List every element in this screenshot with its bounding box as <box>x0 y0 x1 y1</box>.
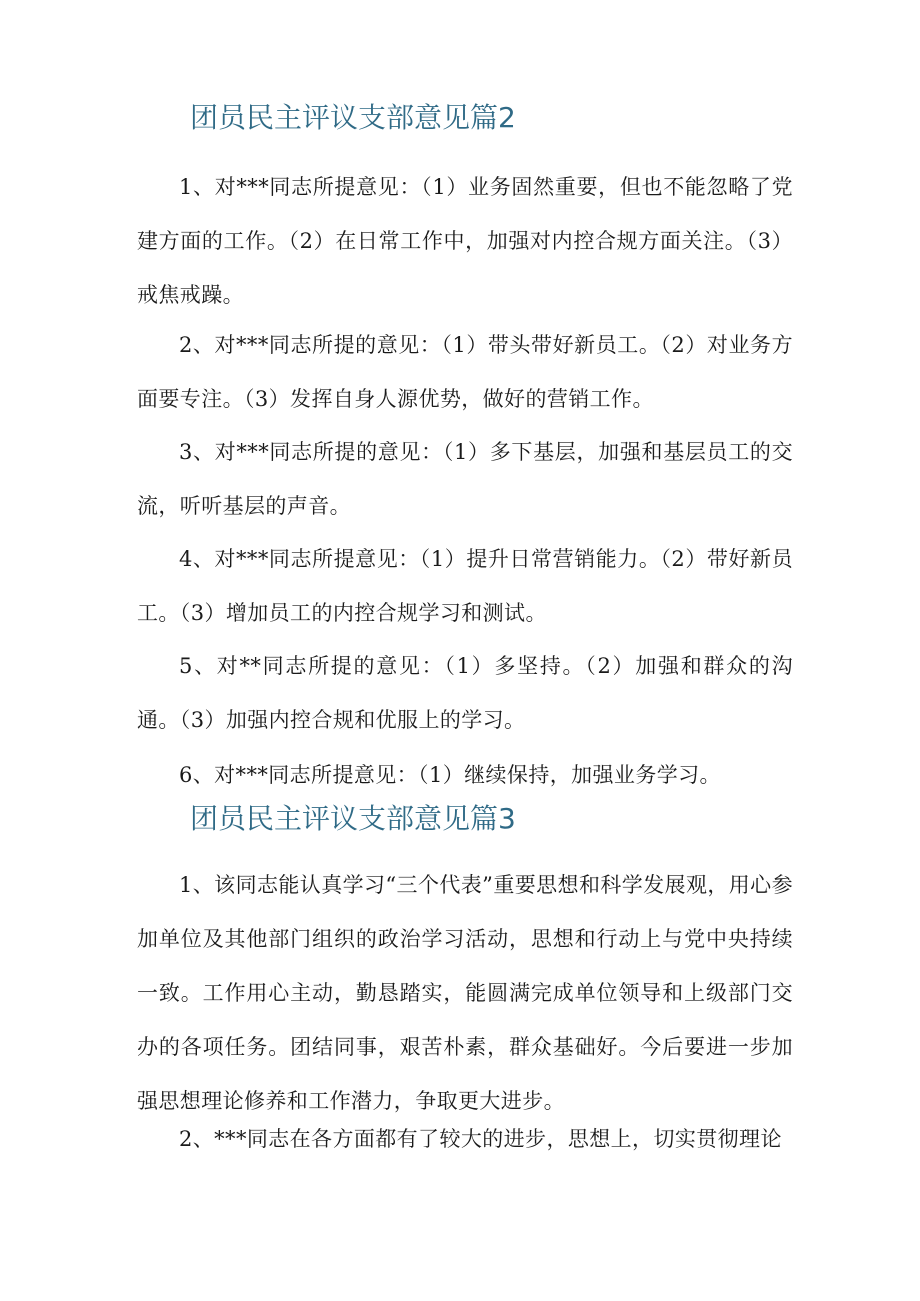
paragraph: 1、对***同志所提意见：（1）业务固然重要，但也不能忽略了党建方面的工作。（2）在日常工作中，加强对内控合规方面关注。（3）戒焦戒躁。 <box>137 175 793 307</box>
paragraph: 5、对**同志所提的意见：（1）多坚持。（2）加强和群众的沟通。（3）加强内控合规和优服上的学习。 <box>137 654 793 732</box>
paragraph: 1、该同志能认真学习“三个代表”重要思想和科学发展观，用心参加单位及其他部门组织的政治学习活动，思想和行动上与党中央持续一致。工作用心主动，勤恳踏实，能圆满完成单位领导和上级部门交办的各项任务。团结同事，艰苦朴素，群众基础好。今后要进一步加强思想理论修养和工作潜力，争取更大进步。 <box>137 873 793 1113</box>
paragraph: 2、***同志在各方面都有了较大的进步，思想上，切实贯彻理论 <box>179 1127 782 1151</box>
section-heading: 团员民主评议支部意见篇2 <box>190 101 516 134</box>
paragraph: 4、对***同志所提意见：（1）提升日常营销能力。（2）带好新员工。（3）增加员工的内控合规学习和测试。 <box>137 547 793 625</box>
paragraph: 6、对***同志所提意见：（1）继续保持，加强业务学习。 <box>179 763 721 787</box>
paragraph: 3、对***同志所提的意见：（1）多下基层，加强和基层员工的交流，听听基层的声音。 <box>137 440 793 518</box>
section-heading: 团员民主评议支部意见篇3 <box>190 802 516 835</box>
paragraph: 2、对***同志所提的意见：（1）带头带好新员工。（2）对业务方面要专注。（3）发挥自身人源优势，做好的营销工作。 <box>137 333 793 411</box>
